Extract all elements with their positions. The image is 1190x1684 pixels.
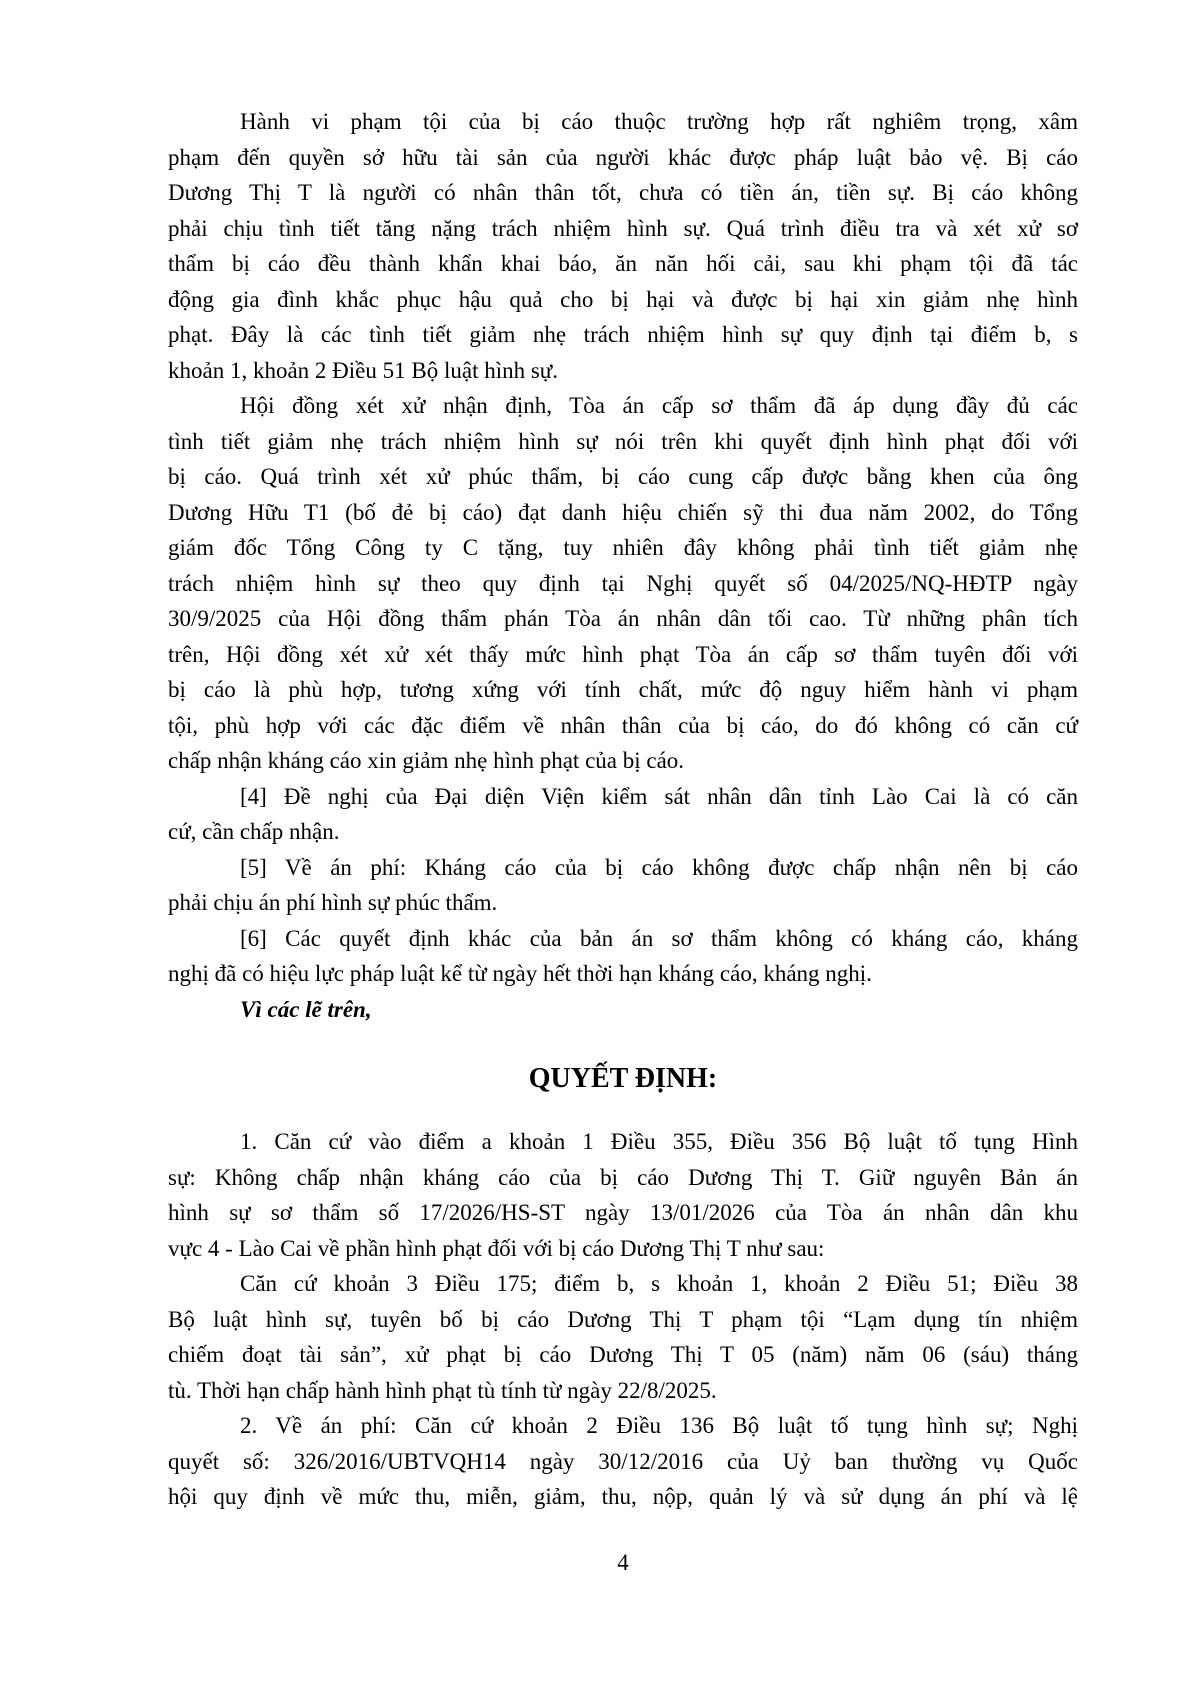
closing-formula [168, 992, 1078, 1028]
text-line: Dương Thị T là người có nhân thân tốt, chưa có tiền án, tiền sự. Bị cáo không [168, 180, 1078, 205]
page-number: 4 [617, 1550, 629, 1575]
text-line: thẩm bị cáo đều thành khẩn khai báo, ăn năn hối cải, sau khi phạm tội đã tác [168, 251, 1078, 276]
text-line: 1. Căn cứ vào điểm a khoản 1 Điều 355, Điều 356 Bộ luật tố tụng Hình [240, 1129, 1078, 1154]
text-line: giám đốc Tổng Công ty C tặng, tuy nhiên đây không phải tình tiết giảm nhẹ [168, 535, 1078, 560]
text-line: 2. Về án phí: Căn cứ khoản 2 Điều 136 Bộ luật tố tụng hình sự; Nghị [240, 1413, 1078, 1438]
text-line: Căn cứ khoản 3 Điều 175; điểm b, s khoản 1, khoản 2 Điều 51; Điều 38 [240, 1271, 1078, 1296]
text-line: tình tiết giảm nhẹ trách nhiệm hình sự nói trên khi quyết định hình phạt đối với [168, 428, 1078, 454]
text-line: Vì các lẽ trên, [240, 996, 372, 1022]
text-line: Dương Hữu T1 (bố đẻ bị cáo) đạt danh hiệu chiến sỹ thi đua năm 2002, do Tổng [168, 499, 1078, 525]
text-line: Bộ luật hình sự, tuyên bố bị cáo Dương Thị T phạm tội “Lạm dụng tín nhiệm [168, 1306, 1078, 1332]
text-line: phạm đến quyền sở hữu tài sản của người khác được pháp luật bảo vệ. Bị cáo [168, 144, 1078, 170]
text-line: chấp nhận kháng cáo xin giảm nhẹ hình phạt của bị cáo. [168, 748, 685, 773]
text-line: chiếm đoạt tài sản”, xử phạt bị cáo Dương Thị T 05 (năm) năm 06 (sáu) tháng [168, 1342, 1078, 1367]
paragraph [168, 850, 1078, 921]
text-line: quyết số: 326/2016/UBTVQH14 ngày 30/12/2016 của Uỷ ban thường vụ Quốc [168, 1448, 1078, 1474]
text-line: tội, phù hợp với các đặc điểm về nhân thân của bị cáo, do đó không có căn cứ [168, 712, 1078, 738]
text-line: bị cáo là phù hợp, tương xứng với tính chất, mức độ nguy hiểm hành vi phạm [168, 677, 1078, 702]
text-line: trách nhiệm hình sự theo quy định tại Nghị quyết số 04/2025/NQ-HĐTP ngày [168, 570, 1078, 596]
paragraph [168, 388, 1078, 779]
text-line: vực 4 - Lào Cai về phần hình phạt đối với bị cáo Dương Thị T như sau: [168, 1235, 825, 1261]
text-line: 30/9/2025 của Hội đồng thẩm phán Tòa án nhân dân tối cao. Từ những phân tích [168, 606, 1078, 631]
text-line: sự: Không chấp nhận kháng cáo của bị cáo Dương Thị T. Giữ nguyên Bản án [168, 1164, 1078, 1190]
text-line: hình sự sơ thẩm số 17/2026/HS-ST ngày 13/01/2026 của Tòa án nhân dân khu [168, 1200, 1078, 1225]
text-line: [6] Các quyết định khác của bản án sơ thẩm không có kháng cáo, kháng [240, 925, 1078, 951]
text-line: tù. Thời hạn chấp hành hình phạt tù tính từ ngày 22/8/2025. [168, 1377, 717, 1403]
text-line: [4] Đề nghị của Đại diện Viện kiểm sát nhân dân tỉnh Lào Cai là có căn [240, 783, 1078, 809]
text-line: cứ, cần chấp nhận. [168, 819, 340, 844]
text-line: Hành vi phạm tội của bị cáo thuộc trường hợp rất nghiêm trọng, xâm [240, 109, 1078, 134]
text-line: QUYẾT ĐỊNH: [528, 1063, 718, 1094]
decision-heading [168, 1061, 1078, 1097]
paragraph [168, 1408, 1078, 1515]
paragraph [168, 1124, 1078, 1266]
text-line: trên, Hội đồng xét xử xét thấy mức hình phạt Tòa án cấp sơ thẩm tuyên đối với [168, 641, 1078, 667]
judgment-body-text [168, 104, 1078, 1515]
paragraph [168, 779, 1078, 850]
text-line: Hội đồng xét xử nhận định, Tòa án cấp sơ thẩm đã áp dụng đầy đủ các [240, 393, 1078, 418]
text-line: phải chịu án phí hình sự phúc thẩm. [168, 890, 498, 915]
text-line: khoản 1, khoản 2 Điều 51 Bộ luật hình sự. [168, 357, 559, 383]
text-line: phạt. Đây là các tình tiết giảm nhẹ trách nhiệm hình sự quy định tại điểm b, s [168, 322, 1078, 347]
paragraph [168, 104, 1078, 388]
paragraph [168, 1266, 1078, 1408]
text-line: nghị đã có hiệu lực pháp luật kể từ ngày hết thời hạn kháng cáo, kháng nghị. [168, 961, 872, 986]
text-line: động gia đình khắc phục hậu quả cho bị hại và được bị hại xin giảm nhẹ hình [168, 286, 1078, 312]
text-line: phải chịu tình tiết tăng nặng trách nhiệm hình sự. Quá trình điều tra và xét xử sơ [168, 215, 1078, 241]
text-line: hội quy định về mức thu, miễn, giảm, thu, nộp, quản lý và sử dụng án phí và lệ [168, 1484, 1078, 1509]
text-line: [5] Về án phí: Kháng cáo của bị cáo không được chấp nhận nên bị cáo [240, 854, 1078, 880]
text-line: bị cáo. Quá trình xét xử phúc thẩm, bị cáo cung cấp được bằng khen của ông [168, 464, 1078, 489]
paragraph [168, 921, 1078, 992]
